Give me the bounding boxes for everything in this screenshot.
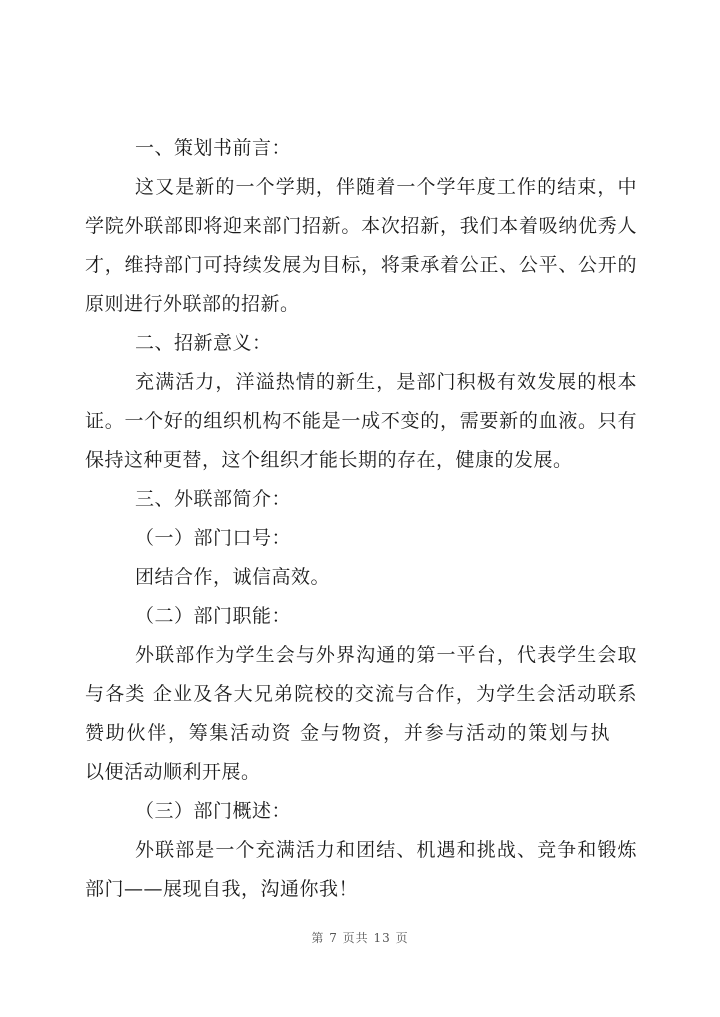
preface-heading: 一、策划书前言： xyxy=(135,137,292,159)
function-line-4: 以便活动顺利开展。 xyxy=(85,761,261,783)
slogan-heading: （一）部门口号： xyxy=(135,527,292,549)
function-heading: （二）部门职能： xyxy=(135,605,292,627)
slogan-text: 团结合作，诚信高效。 xyxy=(135,566,331,588)
overview-line-2: 部门——展现自我，沟通你我！ xyxy=(85,878,359,900)
preface-line-1: 这又是新的一个学期，伴随着一个学年度工作的结束，中 xyxy=(135,176,637,198)
page-footer: 第 7 页共 13 页 xyxy=(311,931,409,945)
significance-line-3: 保持这种更替，这个组织才能长期的存在，健康的发展。 xyxy=(85,449,573,471)
significance-line-1: 充满活力，洋溢热情的新生，是部门积极有效发展的根本 xyxy=(135,371,637,393)
overview-heading: （三）部门概述： xyxy=(135,800,292,822)
significance-heading: 二、招新意义： xyxy=(135,332,272,354)
function-line-3: 赞助伙伴，筹集活动资 金与物资，并参与活动的策划与执 xyxy=(85,722,610,744)
intro-heading: 三、外联部简介： xyxy=(135,488,292,510)
significance-line-2: 证。一个好的组织机构不能是一成不变的，需要新的血液。只有 xyxy=(85,410,637,432)
function-line-2: 与各类 企业及各大兄弟院校的交流与合作，为学生会活动联系 xyxy=(85,683,637,705)
overview-line-1: 外联部是一个充满活力和团结、机遇和挑战、竞争和锻炼 xyxy=(135,839,637,861)
preface-line-4: 原则进行外联部的招新。 xyxy=(85,293,300,315)
preface-line-2: 学院外联部即将迎来部门招新。本次招新，我们本着吸纳优秀人 xyxy=(85,215,637,237)
preface-line-3: 才，维持部门可持续发展为目标，将秉承着公正、公平、公开的 xyxy=(85,254,637,276)
function-line-1: 外联部作为学生会与外界沟通的第一平台，代表学生会取 xyxy=(135,644,637,666)
